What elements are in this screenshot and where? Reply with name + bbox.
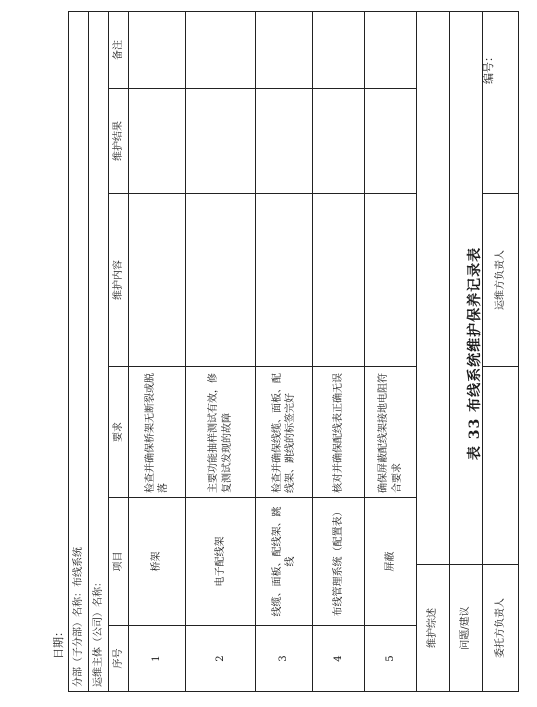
row-remark [256, 11, 313, 88]
row-result [365, 89, 417, 194]
table-row [313, 11, 365, 691]
issues-row [450, 11, 483, 691]
row-seq: 1 [129, 626, 186, 692]
row-result [313, 89, 365, 194]
row-content [256, 194, 313, 367]
row-content [186, 194, 256, 367]
subsection-label: 分部（子分部）名称：布线系统 [69, 11, 89, 691]
table-row [129, 11, 186, 691]
client-signer-value [483, 367, 519, 565]
date-label: 日期： [52, 626, 65, 659]
issues-value [450, 11, 483, 564]
row-requirement: 检查并确保线缆、面板、配线架、跳线的标签完好 [256, 367, 313, 498]
header-content: 维护内容 [109, 194, 129, 367]
column-header-row [109, 11, 129, 691]
row-result [256, 89, 313, 194]
row-item: 电子配线架 [186, 498, 256, 626]
row-item: 桥架 [129, 498, 186, 626]
summary-value [417, 11, 450, 564]
title-number: 表 33 [467, 417, 483, 461]
summary-row [417, 11, 450, 691]
row-remark [365, 11, 417, 88]
row-remark [186, 11, 256, 88]
signature-row [483, 11, 519, 691]
table-row [365, 11, 417, 691]
row-item: 布线管理系统（配置表） [313, 498, 365, 626]
serial-label: 编号： [482, 51, 495, 84]
header-item: 项目 [109, 498, 129, 626]
row-requirement: 主要功能抽样测试有效，修复测试发现的故障 [186, 367, 256, 498]
row-item: 线缆、面板、配线架、跳线 [256, 498, 313, 626]
row-result [129, 89, 186, 194]
operator-row [89, 11, 109, 691]
row-remark [313, 11, 365, 88]
operator-signer-label: 运维方负责人 [483, 194, 519, 367]
operator-signer-value [483, 11, 519, 193]
row-requirement: 检查并确保桥架无断裂或脱落 [129, 367, 186, 498]
row-remark [129, 11, 186, 88]
row-content [129, 194, 186, 367]
header-result: 维护结果 [109, 89, 129, 194]
row-content [365, 194, 417, 367]
row-item: 屏蔽 [365, 498, 417, 626]
issues-label: 问题/建议 [450, 565, 483, 692]
row-seq: 5 [365, 626, 417, 692]
row-result [186, 89, 256, 194]
row-requirement: 确保屏蔽配线架接地电阻符合要求 [365, 367, 417, 498]
operator-label: 运维主体（公司）名称： [89, 11, 109, 691]
title-text: 布线系统维护保养记录表 [467, 246, 483, 412]
header-remark: 备注 [109, 11, 129, 88]
client-signer-label: 委托方负责人 [483, 565, 519, 692]
row-seq: 3 [256, 626, 313, 692]
row-content [313, 194, 365, 367]
row-seq: 4 [313, 626, 365, 692]
summary-label: 维护综述 [417, 565, 450, 692]
subsection-row [69, 11, 89, 691]
header-seq: 序号 [109, 626, 129, 692]
row-requirement: 核对并确保配线表正确无误 [313, 367, 365, 498]
table-row [186, 11, 256, 691]
maintenance-record-table [68, 11, 519, 692]
table-row [256, 11, 313, 691]
row-seq: 2 [186, 626, 256, 692]
header-requirement: 要求 [109, 367, 129, 498]
